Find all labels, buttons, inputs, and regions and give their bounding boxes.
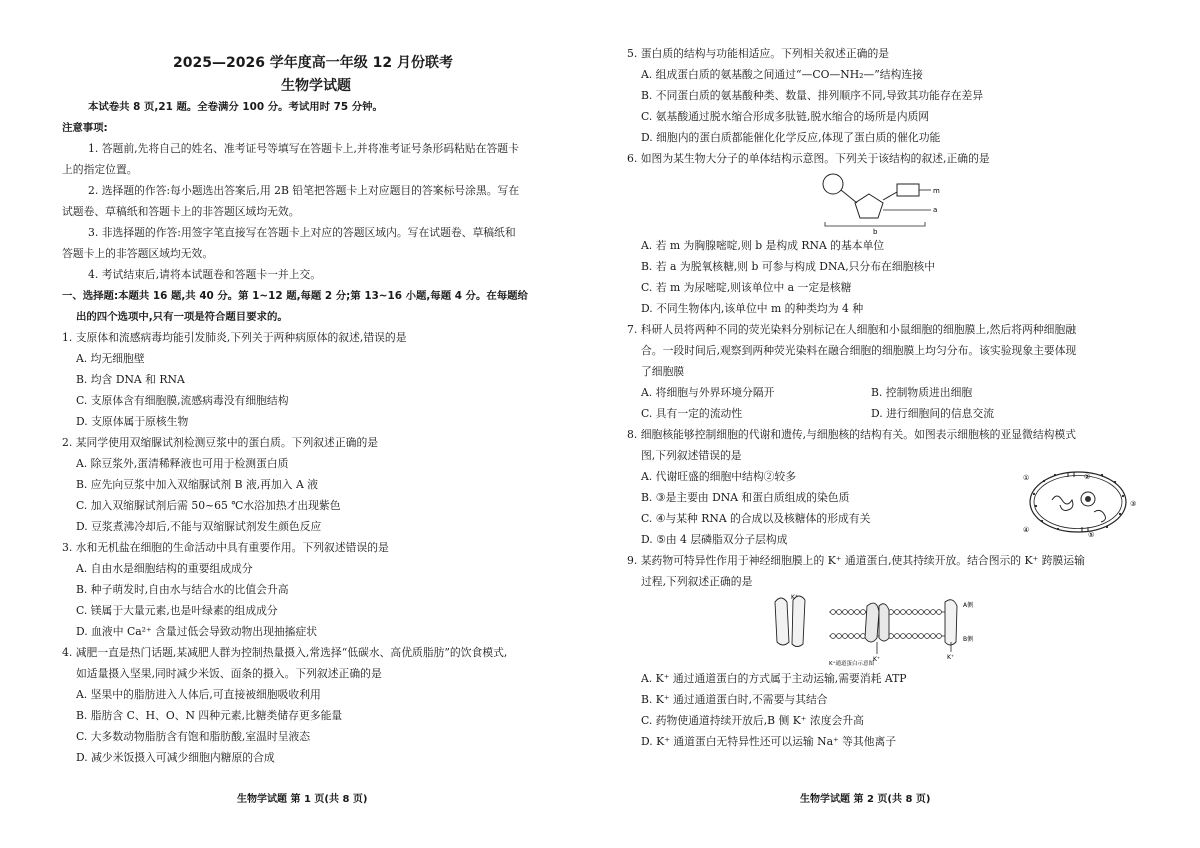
- notice-line: 4. 考试结束后,请将本试题卷和答题卡一并上交。: [88, 268, 322, 281]
- lipid-head: [919, 634, 924, 639]
- figure-label-1: ①: [1023, 474, 1030, 482]
- question-5-option-b: B. 不同蛋白质的氨基酸种类、数量、排列顺序不同,导致其功能存在差异: [641, 89, 984, 102]
- question-6-option-d: D. 不同生物体内,该单位中 m 的种类均为 4 种: [641, 302, 864, 315]
- question-7-option-a: A. 将细胞与外界环境分隔开: [641, 386, 775, 399]
- lipid-head: [837, 634, 842, 639]
- notice-line: 1. 答题前,先将自己的姓名、准考证号等填写在答题卡上,并将准考证号条形码粘贴在答题卡: [88, 142, 519, 155]
- question-2-option-b: B. 应先向豆浆中加入双缩脲试剂 B 液,再加入 A 液: [76, 478, 319, 491]
- question-2-stem: 2. 某同学使用双缩脲试剂检测豆浆中的蛋白质。下列叙述正确的是: [62, 436, 379, 449]
- ribosome-dot: [1043, 480, 1045, 482]
- question-4-option-a: A. 坚果中的脂肪进入人体后,可直接被细胞吸收利用: [76, 688, 321, 701]
- page-footer-right: 生物学试题 第 2 页(共 8 页): [800, 794, 931, 805]
- question-4-stem-cont: 如适量摄入坚果,同时减少米饭、面条的摄入。下列叙述正确的是: [76, 667, 382, 680]
- notice-line: 2. 选择题的作答:每小题选出答案后,用 2B 铅笔把答题卡上对应题目的答案标号涂黑。写在: [88, 184, 520, 197]
- question-3-option-b: B. 种子萌发时,自由水与结合水的比值会升高: [76, 583, 289, 596]
- question-4-option-d: D. 减少米饭摄入可减少细胞内糖原的合成: [76, 751, 275, 764]
- figure-label-ion: K⁺: [947, 654, 955, 661]
- figure-label-m: m: [933, 187, 940, 195]
- lipid-head: [895, 634, 900, 639]
- question-8-stem-cont: 图,下列叙述错误的是: [641, 449, 742, 462]
- question-8-option-b: B. ③是主要由 DNA 和蛋白质组成的染色质: [641, 491, 850, 504]
- figure-caption: K⁺通道蛋白示意图: [829, 661, 875, 666]
- question-3-stem: 3. 水和无机盐在细胞的生命活动中具有重要作用。下列叙述错误的是: [62, 541, 389, 554]
- question-8-option-c: C. ④与某种 RNA 的合成以及核糖体的形成有关: [641, 512, 871, 525]
- question-2-option-a: A. 除豆浆外,蛋清稀释液也可用于检测蛋白质: [76, 457, 289, 470]
- lipid-head: [931, 610, 936, 615]
- question-5-option-c: C. 氨基酸通过脱水缩合形成多肽链,脱水缩合的场所是内质网: [641, 110, 930, 123]
- question-3-option-d: D. 血液中 Ca²⁺ 含量过低会导致动物出现抽搐症状: [76, 625, 318, 638]
- nucleolus-core: [1085, 496, 1091, 502]
- question-1-option-a: A. 均无细胞壁: [76, 352, 145, 365]
- question-4-option-b: B. 脂肪含 C、H、O、N 四种元素,比糖类储存更多能量: [76, 709, 343, 722]
- question-7-option-c: C. 具有一定的流动性: [641, 407, 743, 420]
- nucleus-figure: [1022, 466, 1140, 538]
- channel-protein-middle: [865, 603, 889, 642]
- lipid-head: [925, 610, 930, 615]
- lipid-head: [901, 610, 906, 615]
- lipid-head: [913, 634, 918, 639]
- ribosome-dot: [1122, 495, 1124, 497]
- question-8-option-a: A. 代谢旺盛的细胞中结构②较多: [641, 470, 797, 483]
- question-1-option-c: C. 支原体含有细胞膜,流感病毒没有细胞结构: [76, 394, 289, 407]
- lipid-head: [937, 634, 942, 639]
- figure-label-3: ③: [1130, 500, 1137, 508]
- figure-label-ion: K⁺: [791, 594, 799, 601]
- lipid-head: [907, 610, 912, 615]
- channel-protein-right: [945, 600, 957, 645]
- question-9-option-d: D. K⁺ 通道蛋白无特异性还可以运输 Na⁺ 等其他离子: [641, 735, 897, 748]
- notice-line: 答题卡上的非答题区域均无效。: [62, 247, 214, 260]
- lipid-head: [919, 610, 924, 615]
- figure-label-4: ④: [1023, 526, 1030, 534]
- question-7-stem-cont: 了细胞膜: [641, 365, 685, 378]
- question-6-option-a: A. 若 m 为胸腺嘧啶,则 b 是构成 RNA 的基本单位: [641, 239, 885, 252]
- lipid-head: [849, 634, 854, 639]
- figure-label-ion: K⁺: [873, 656, 881, 663]
- question-1-option-b: B. 均含 DNA 和 RNA: [76, 373, 185, 386]
- question-6-option-c: C. 若 m 为尿嘧啶,则该单位中 a 一定是核糖: [641, 281, 852, 294]
- question-4-option-c: C. 大多数动物脂肪含有饱和脂肪酸,室温时呈液态: [76, 730, 311, 743]
- lipid-head: [895, 610, 900, 615]
- question-6-option-b: B. 若 a 为脱氧核糖,则 b 可参与构成 DNA,只分布在细胞核中: [641, 260, 936, 273]
- question-3-option-a: A. 自由水是细胞结构的重要组成成分: [76, 562, 253, 575]
- lipid-head: [907, 634, 912, 639]
- question-5-option-a: A. 组成蛋白质的氨基酸之间通过“—CO—NH₂—”结构连接: [641, 68, 923, 81]
- question-2-option-c: C. 加入双缩脲试剂后需 50~65 ℃水浴加热才出现紫色: [76, 499, 341, 512]
- question-1-option-d: D. 支原体属于原核生物: [76, 415, 189, 428]
- page-footer-left: 生物学试题 第 1 页(共 8 页): [237, 794, 368, 805]
- lipid-head: [855, 610, 860, 615]
- notice-line: 上的指定位置。: [62, 163, 138, 176]
- nuclear-envelope-inner: [1034, 476, 1122, 529]
- question-6-stem: 6. 如图为某生物大分子的单体结构示意图。下列关于该结构的叙述,正确的是: [627, 152, 990, 165]
- question-2-option-d: D. 豆浆煮沸冷却后,不能与双缩脲试剂发生颜色反应: [76, 520, 322, 533]
- figure-label-side-b: B侧: [963, 636, 974, 643]
- figure-label-b: b: [873, 228, 878, 236]
- notice-line: 3. 非选择题的作答:用签字笔直接写在答题卡上对应的答题区域内。写在试题卷、草稿纸和: [88, 226, 516, 239]
- question-8-stem: 8. 细胞核能够控制细胞的代谢和遗传,与细胞核的结构有关。如图表示细胞核的亚显微结构模式: [627, 428, 1077, 441]
- ribosome-dot: [1106, 526, 1108, 528]
- lipid-head: [913, 610, 918, 615]
- section-heading: 一、选择题:本题共 16 题,共 40 分。第 1~12 题,每题 2 分;第 13~16 小题,每题 4 分。在每题给: [62, 290, 528, 302]
- potassium-channel-figure: [767, 592, 987, 666]
- ribosome-dot: [1054, 474, 1056, 476]
- notice-heading: 注意事项:: [62, 122, 108, 134]
- exam-title: 2025—2026 学年度高一年级 12 月份联考: [173, 55, 454, 71]
- chromatin-strand: [1052, 496, 1073, 510]
- question-5-stem: 5. 蛋白质的结构与功能相适应。下列相关叙述正确的是: [627, 47, 890, 60]
- question-4-stem: 4. 减肥一直是热门话题,某减肥人群为控制热量摄入,常选择“低碳水、高优质脂肪”的饮食模式,: [62, 646, 508, 659]
- question-9-option-c: C. 药物使通道持续开放后,B 侧 K⁺ 浓度会升高: [641, 714, 864, 727]
- lipid-head: [931, 634, 936, 639]
- notice-line: 试题卷、草稿纸和答题卡上的非答题区域均无效。: [62, 205, 300, 218]
- bond-line: [883, 192, 897, 200]
- base-box: [897, 184, 919, 196]
- figure-label-side-a: A侧: [963, 602, 974, 609]
- section-heading: 出的四个选项中,只有一项是符合题目要求的。: [76, 311, 288, 323]
- channel-protein-left: [775, 596, 805, 647]
- ribosome-dot: [1035, 505, 1037, 507]
- lipid-head: [849, 610, 854, 615]
- lipid-head: [937, 610, 942, 615]
- lipid-head: [901, 634, 906, 639]
- question-7-stem: 7. 科研人员将两种不同的荧光染料分别标记在人细胞和小鼠细胞的细胞膜上,然后将两种细胞融: [627, 323, 1077, 336]
- lipid-head: [831, 634, 836, 639]
- question-7-option-d: D. 进行细胞间的信息交流: [871, 407, 995, 420]
- lipid-head: [843, 634, 848, 639]
- figure-label-a: a: [933, 206, 938, 214]
- lipid-head: [925, 634, 930, 639]
- lipid-head: [837, 610, 842, 615]
- question-9-option-b: B. K⁺ 通过通道蛋白时,不需要与其结合: [641, 693, 828, 706]
- phosphate-circle: [823, 174, 843, 194]
- ribosome-dots: [1033, 474, 1124, 530]
- lipid-head: [831, 610, 836, 615]
- ribosome-dot: [1057, 528, 1059, 530]
- ribosome-dot: [1033, 493, 1035, 495]
- figure-label-2: ②: [1084, 473, 1091, 481]
- lipid-head: [843, 610, 848, 615]
- question-1-stem: 1. 支原体和流感病毒均能引发肺炎,下列关于两种病原体的叙述,错误的是: [62, 331, 407, 344]
- exam-intro: 本试卷共 8 页,21 题。全卷满分 100 分。考试用时 75 分钟。: [88, 101, 383, 113]
- nucleotide-figure: [817, 170, 947, 236]
- question-7-stem-cont: 合。一段时间后,观察到两种荧光染料在融合细胞的细胞膜上均匀分布。该实验现象主要体现: [641, 344, 1077, 357]
- figure-label-5: ⑤: [1088, 531, 1095, 538]
- question-7-option-b: B. 控制物质进出细胞: [871, 386, 973, 399]
- lipid-head: [855, 634, 860, 639]
- question-3-option-c: C. 镁属于大量元素,也是叶绿素的组成成分: [76, 604, 278, 617]
- bond-line: [841, 190, 857, 203]
- chromatin-strand: [1094, 510, 1105, 522]
- question-9-stem: 9. 某药物可特异性作用于神经细胞膜上的 K⁺ 通道蛋白,使其持续开放。结合图示的 K⁺ 跨膜运输: [627, 554, 1085, 567]
- question-9-stem-cont: 过程,下列叙述正确的是: [641, 575, 753, 588]
- ribosome-dot: [1041, 520, 1043, 522]
- ribosome-dot: [1101, 474, 1103, 476]
- bracket-b: [825, 222, 925, 226]
- pentose-ring: [855, 194, 883, 218]
- question-8-option-d: D. ⑤由 4 层磷脂双分子层构成: [641, 533, 788, 546]
- ribosome-dot: [1114, 481, 1116, 483]
- question-9-option-a: A. K⁺ 通过通道蛋白的方式属于主动运输,需要消耗 ATP: [641, 672, 907, 685]
- lipid-head: [861, 610, 866, 615]
- phospholipid-bilayer: [829, 610, 955, 639]
- ribosome-dot: [1119, 513, 1121, 515]
- exam-subject: 生物学试题: [281, 78, 351, 94]
- question-5-option-d: D. 细胞内的蛋白质都能催化化学反应,体现了蛋白质的催化功能: [641, 131, 941, 144]
